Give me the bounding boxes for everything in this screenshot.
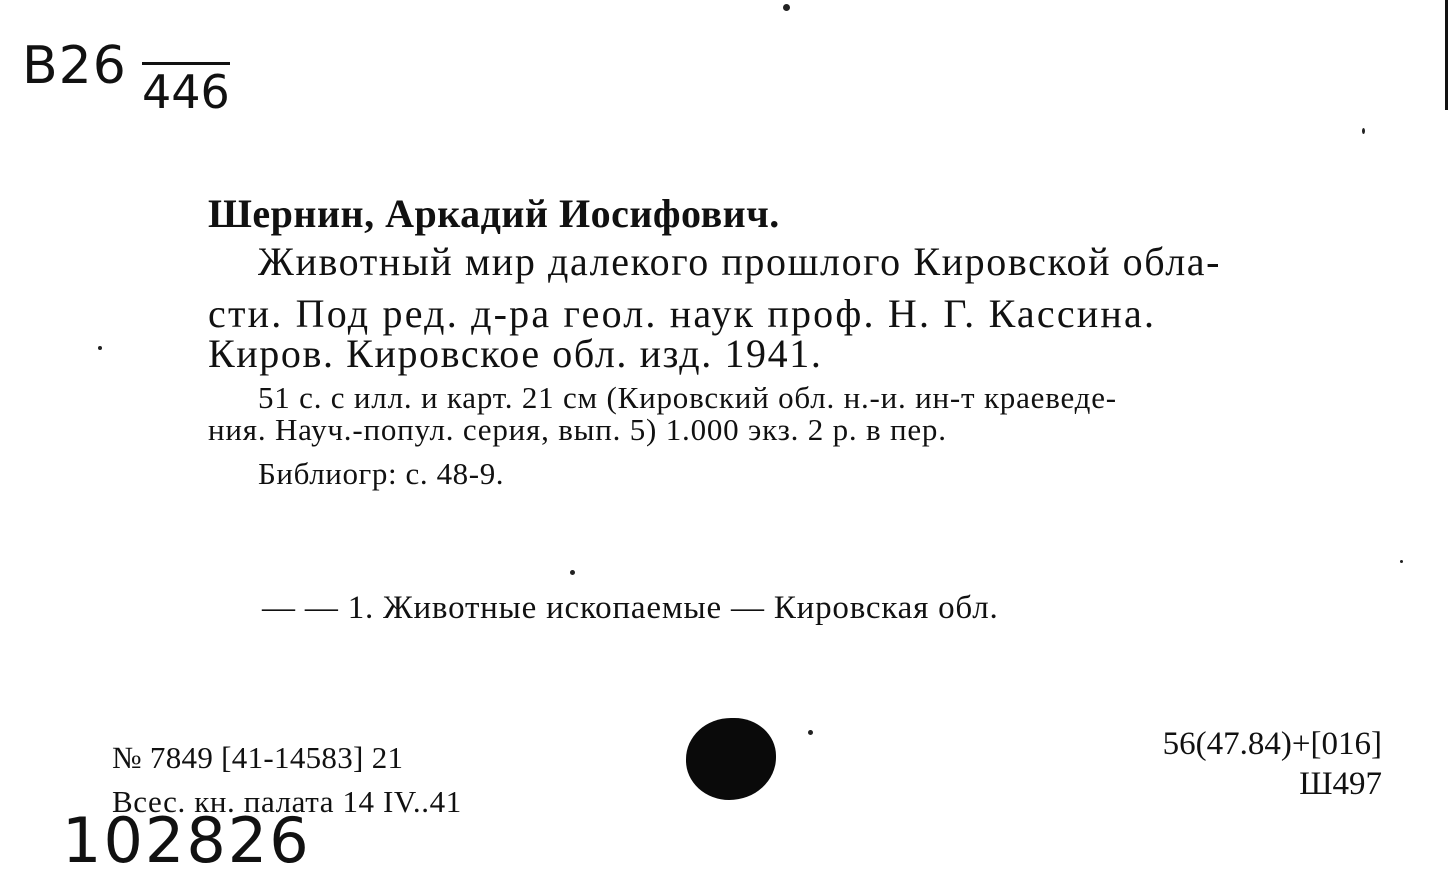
scan-speck	[1400, 560, 1403, 563]
shelf-mark: В26	[22, 36, 127, 96]
collation-line-1: 51 с. с илл. и карт. 21 см (Кировский обл. н.-и. ин-т краеведе-	[258, 380, 1117, 415]
inventory-number: 102826	[62, 804, 311, 877]
author-mark: Ш497	[1299, 766, 1382, 802]
udc-classification: 56(47.84)+[016]	[1162, 726, 1382, 762]
title-line-2: сти. Под ред. д-ра геол. наук проф. Н. Г. Кассина.	[208, 291, 1157, 336]
scan-speck	[570, 570, 575, 575]
card-edge	[1445, 0, 1448, 110]
scan-speck	[783, 4, 790, 11]
author-heading: Шернин, Аркадий Иосифович.	[208, 191, 780, 236]
bibliography-note: Библиогр: с. 48-9.	[258, 456, 505, 491]
title-line-1: Животный мир далекого прошлого Кировской обла-	[258, 239, 1222, 284]
card-number: № 7849 [41-14583] 21	[112, 740, 404, 775]
punch-hole	[686, 718, 776, 800]
scan-speck	[98, 346, 102, 350]
collation-line-2: ния. Науч.-попул. серия, вып. 5) 1.000 экз. 2 р. в пер.	[208, 412, 947, 447]
title-line-3: Киров. Кировское обл. изд. 1941.	[208, 331, 823, 376]
scan-speck	[808, 730, 813, 735]
subject-heading: — — 1. Животные ископаемые — Кировская обл.	[262, 590, 999, 626]
scan-speck	[1362, 128, 1365, 134]
book-chamber-stamp: Всес. кн. палата 14 IV..41	[112, 784, 462, 819]
shelf-mark-fraction: 446	[142, 62, 230, 117]
